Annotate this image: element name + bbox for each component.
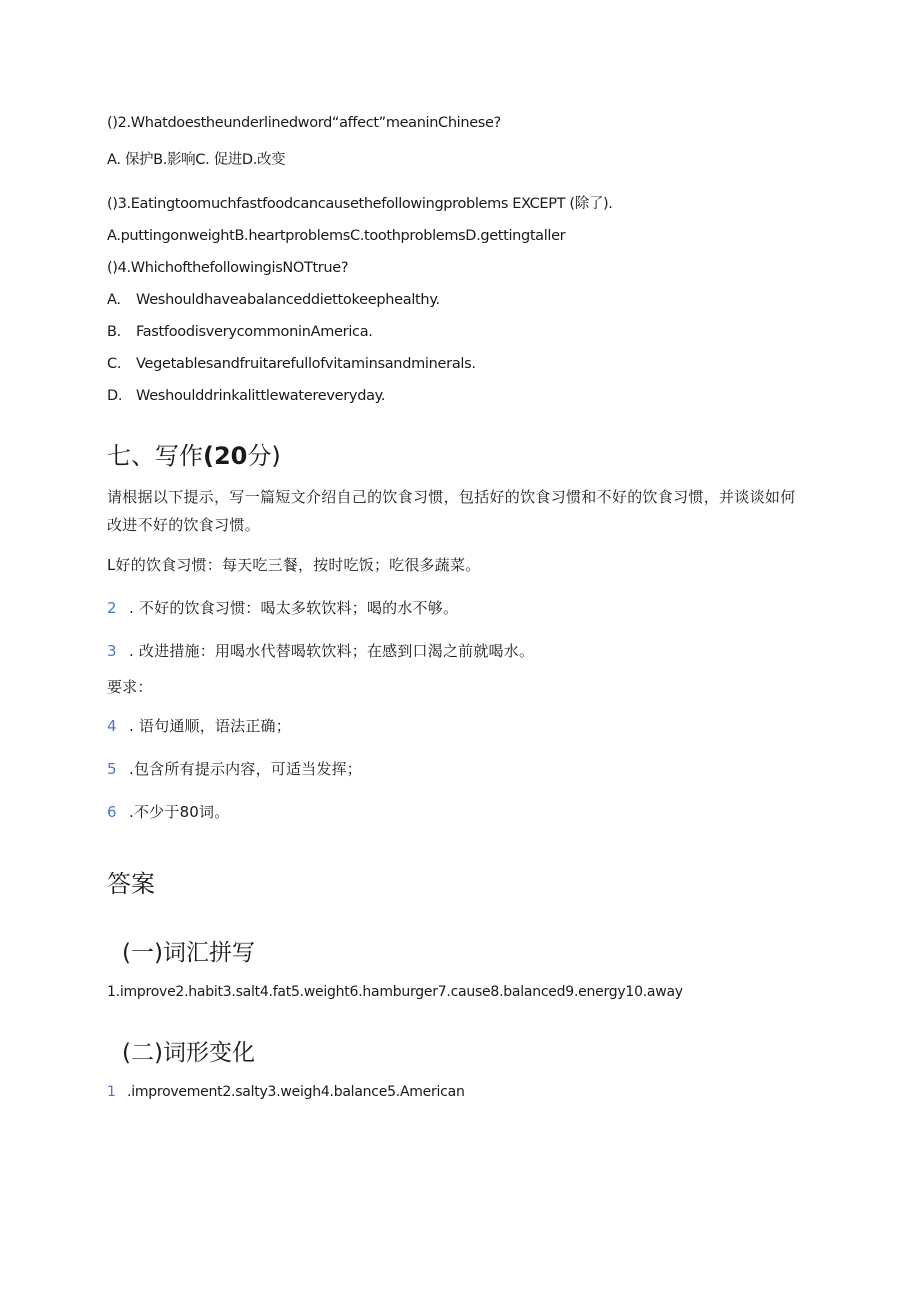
requirement-1: [107, 715, 291, 736]
option-text: FastfoodisverycommoninAmerica.: [136, 324, 373, 340]
requirement-text: .包含所有提示内容，可适当发挥；: [129, 760, 362, 778]
list-number: 2: [107, 599, 117, 617]
answers-section-2-list: [107, 1084, 465, 1100]
option-text: Weshoulddrinkalittlewatereveryday.: [136, 388, 386, 404]
question-2: ()2.Whatdoestheunderlinedword“affect”meaninChinese?: [107, 115, 501, 131]
answers-section-2-title: (二)词形变化: [122, 1040, 255, 1066]
requirement-2: [107, 758, 362, 779]
requirement-text: .不少于80词。: [129, 803, 230, 821]
question-4: ()4.WhichofthefollowingisNOTtrue?: [107, 260, 349, 276]
question-3: ()3.Eatingtoomuchfastfoodcancausethefollowingproblems EXCEPT (除了).: [107, 196, 613, 212]
list-number: 6: [107, 803, 117, 821]
option-label: D.: [107, 388, 123, 404]
option-label: B.: [107, 324, 121, 340]
writing-prompt: 请根据以下提示，写一篇短文介绍自己的饮食习惯，包括好的饮食习惯和不好的饮食习惯，并谈谈如何改进不好的饮食习惯。: [107, 488, 796, 534]
question-4-option-a: [107, 292, 440, 308]
answers-title: 答案: [107, 870, 155, 898]
requirements-label: 要求：: [107, 678, 153, 696]
writing-heading-prefix: 七、写作: [107, 442, 203, 470]
writing-hint-1: L好的饮食习惯：每天吃三餐，按时吃饭；吃很多蔬菜。: [107, 556, 481, 574]
question-3-options: A.puttingonweightB.heartproblemsC.toothproblemsD.gettingtaller: [107, 228, 566, 244]
requirement-3: [107, 801, 229, 822]
list-number: 1: [107, 1084, 116, 1100]
writing-heading-suffix: 分): [247, 442, 281, 470]
option-label: A.: [107, 292, 121, 308]
list-number: 3: [107, 642, 117, 660]
question-4-option-b: [107, 324, 373, 340]
option-text: Weshouldhaveabalanceddiettokeephealthy.: [136, 292, 440, 308]
option-label: C.: [107, 356, 122, 372]
writing-heading: [107, 436, 281, 471]
option-text: Vegetablesandfruitarefullofvitaminsandminerals.: [136, 356, 476, 372]
list-number: 4: [107, 717, 117, 735]
answers-section-1-title: (一)词汇拼写: [122, 940, 255, 966]
writing-hint-2: [107, 597, 458, 618]
answers-text: .improvement2.salty3.weigh4.balance5.American: [127, 1084, 465, 1100]
answers-section-1-list: 1.improve2.habit3.salt4.fat5.weight6.hamburger7.cause8.balanced9.energy10.away: [107, 984, 683, 1000]
requirement-text: . 语句通顺，语法正确；: [129, 717, 291, 735]
writing-heading-score: (20: [203, 442, 248, 470]
hint-text: . 改进措施：用喝水代替喝软饮料；在感到口渴之前就喝水。: [129, 642, 535, 660]
hint-text: . 不好的饮食习惯：喝太多软饮料；喝的水不够。: [129, 599, 459, 617]
writing-hint-3: [107, 640, 534, 661]
question-2-options: A. 保护B.影响C. 促进D.改变: [107, 152, 286, 168]
list-number: 5: [107, 760, 117, 778]
question-4-option-c: [107, 356, 476, 372]
question-4-option-d: [107, 388, 385, 404]
